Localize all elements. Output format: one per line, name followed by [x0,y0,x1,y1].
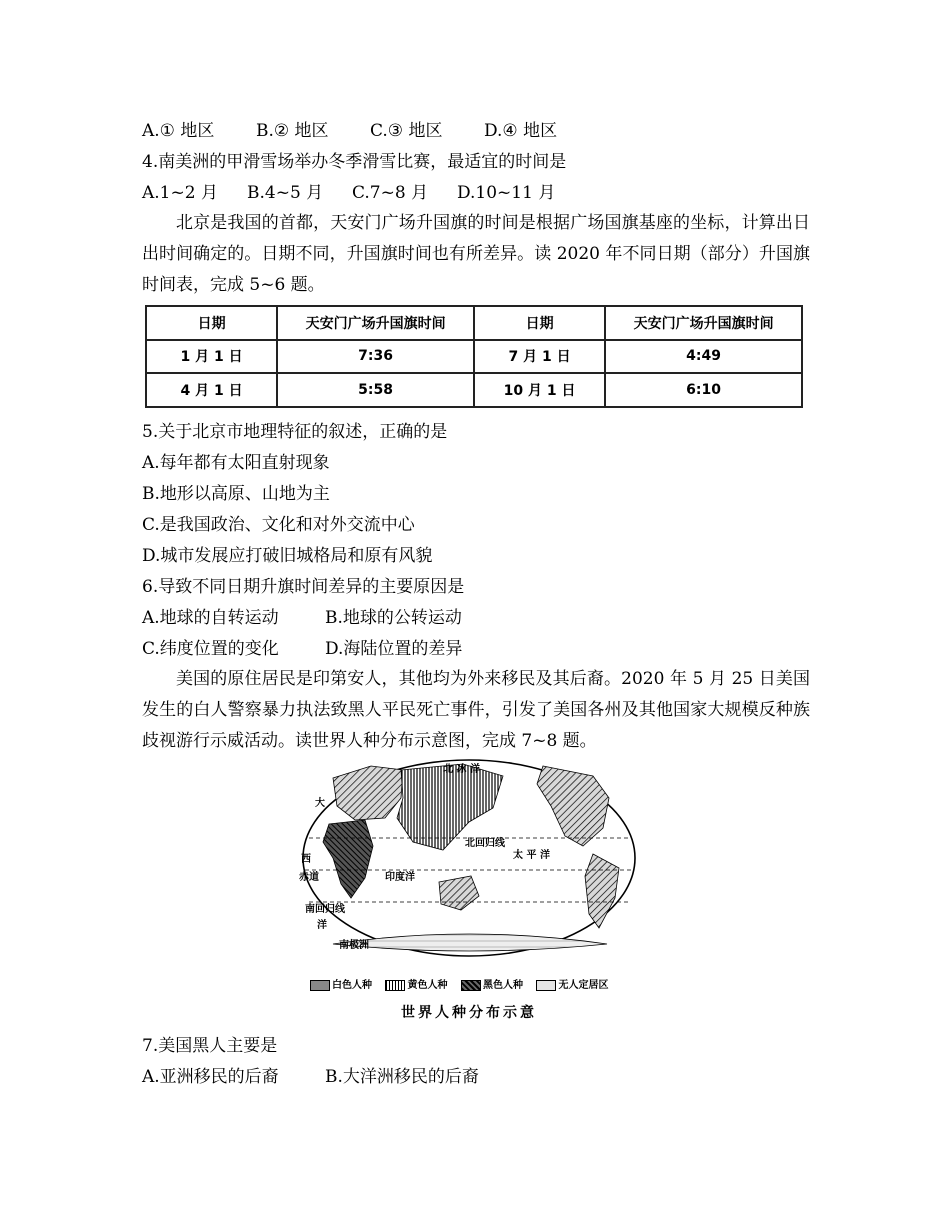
q7-option-a: A.亚洲移民的后裔 [142,1067,279,1087]
label-big: 大 [315,798,325,809]
label-antarctica: 南极洲 [339,940,369,951]
table-cell: 4:49 [605,340,802,374]
table-row [146,340,802,374]
q5-option-c: C.是我国政治、文化和对外交流中心 [142,515,415,535]
q6-options-row1 [142,607,462,629]
table-cell: 7 月 1 日 [474,340,605,374]
label-arctic: 北 冰 洋 [443,764,480,775]
table-header-cell: 日期 [474,306,605,340]
q4-options [142,182,555,204]
legend-item-none: 无人定居区 [536,976,608,991]
table-cell: 5:58 [277,373,474,407]
label-tropic-s: 南回归线 [305,904,345,915]
map-caption: 世界人种分布示意 [401,1005,537,1021]
table-cell: 4 月 1 日 [146,373,277,407]
legend-swatch-yellow [385,980,405,991]
legend-item-white: 白色人种 [310,976,372,991]
table-header-row [146,306,802,340]
table-cell: 10 月 1 日 [474,373,605,407]
legend-swatch-white [310,980,330,991]
label-indian: 印度洋 [385,872,415,883]
table-header-cell: 日期 [146,306,277,340]
table-cell: 6:10 [605,373,802,407]
q5-option-a: A.每年都有太阳直射现象 [142,453,330,473]
table-row [146,373,802,407]
q4-option-a: A.1~2 月 [142,183,218,203]
q4-option-d: D.10~11 月 [457,183,556,203]
q6-option-a: A.地球的自转运动 [142,608,279,628]
legend-swatch-black [461,980,481,991]
q7-options [142,1066,479,1088]
q6-stem: 6.导致不同日期升旗时间差异的主要原因是 [142,577,465,597]
q3-option-b: B.② 地区 [256,121,329,141]
label-west: 西 [301,854,311,865]
q6-option-c: C.纬度位置的变化 [142,639,279,659]
legend-item-black: 黑色人种 [461,976,523,991]
q6-option-d: D.海陆位置的差异 [325,639,463,659]
q6-option-b: B.地球的公转运动 [325,608,462,628]
q7-option-b: B.大洋洲移民的后裔 [325,1067,479,1087]
legend-item-yellow: 黄色人种 [385,976,447,991]
q6-options-row2 [142,638,462,660]
world-race-map [293,758,645,1024]
label-ocean: 洋 [317,920,327,931]
table-header-cell: 天安门广场升国旗时间 [277,306,474,340]
q3-option-c: C.③ 地区 [370,121,443,141]
q5-stem: 5.关于北京市地理特征的叙述，正确的是 [142,422,448,442]
table-cell: 1 月 1 日 [146,340,277,374]
label-pacific: 太 平 洋 [513,850,550,861]
table-cell: 7:36 [277,340,474,374]
label-equator: 赤道 [299,872,319,883]
legend-swatch-none [536,980,556,991]
table-header-cell: 天安门广场升国旗时间 [605,306,802,340]
world-map-graphic [293,758,645,970]
map-legend [310,976,630,991]
label-tropic-n: 北回归线 [465,838,505,849]
q4-option-b: B.4~5 月 [247,183,324,203]
q3-options [142,120,557,142]
flag-raising-table [145,305,803,408]
q3-option-a: A.① 地区 [142,121,215,141]
q5-option-b: B.地形以高原、山地为主 [142,484,330,504]
q4-option-c: C.7~8 月 [352,183,429,203]
intro-paragraph-5-6: 北京是我国的首都，天安门广场升国旗的时间是根据广场国旗基座的坐标，计算出日出时间确定的。日期不同，升国旗时间也有所差异。读 2020 年不同日期（部分）升国旗时间表，完成 5~6 题。 [142,213,810,295]
q3-option-d: D.④ 地区 [484,121,558,141]
q7-stem: 7.美国黑人主要是 [142,1036,278,1056]
q5-option-d: D.城市发展应打破旧城格局和原有风貌 [142,546,433,566]
q4-stem: 4.南美洲的甲滑雪场举办冬季滑雪比赛，最适宜的时间是 [142,152,567,172]
intro-paragraph-7-8: 美国的原住居民是印第安人，其他均为外来移民及其后裔。2020 年 5 月 25 日美国发生的白人警察暴力执法致黑人平民死亡事件，引发了美国各州及其他国家大规模反种族歧视游行示威活动。读世界人种分布示意图，完成 7~8 题。 [142,669,810,751]
